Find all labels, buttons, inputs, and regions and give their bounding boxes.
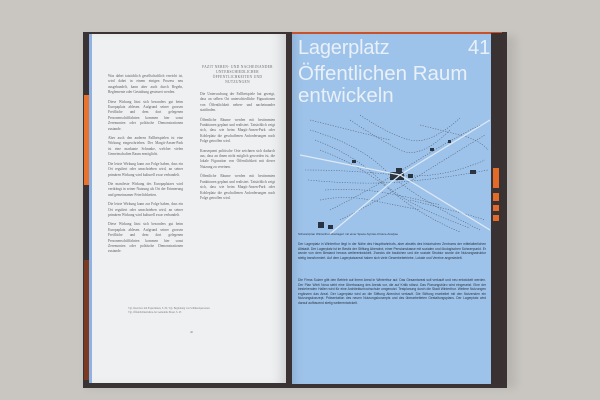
paragraph: Die letzte Wirkung kann zur Folge haben, dass ein Ort reguliert oder umschrieben wird, an seiner primären Wirkung wird kulturell zwar verhandelt. bbox=[108, 161, 183, 177]
intro-paragraph: Der Lagerplatz in Winterthur liegt in der Nähe des Hauptbahnhofs, aber abseits des historischen Zentrums der mittelalterlichen Altstadt. Der Lagerplatz ist im Besitz der Stiftung Abendrot, einer Pensionskasse mit sozialen und ökologischen Schwerpunkt. Er wurde von dem Bestand heraus weiterentwickelt. Zwecks die baulichen und die soziale Struktur wurde die Nutzungsstruktur stetig transformiert. Auf dem Lagerplatzareal haben sich viele Gewerbebetriebe, Lokale und Vereine angesiedelt. bbox=[298, 242, 486, 260]
map-caption: Schwarzplan Winterthur überlagert mit einer Space-Syntax-Choice-Analyse bbox=[298, 232, 399, 236]
paragraph: Die manifeste Wirkung des Europaplatzes wird verdrängt in seiner Nutzung als Ort der Erinnerung und gemeinsamer Feierlichkeiten. bbox=[108, 181, 183, 197]
paragraph: Aber auch den anderen Fallbeispielen ist eine Wirkung eingeschrieben. Der Margit-Ansen-Park ist eine markante Schranke, welcher vielen Gemeinschaften Raum ermöglicht. bbox=[108, 136, 183, 157]
left-column-2 bbox=[200, 92, 275, 205]
left-page-number: 40 bbox=[190, 330, 193, 334]
paragraph: Öffentliche Räume werden mit bestimmten Funktionen geplant und realisiert. Tatsächlich zeigt sich, dass wie beim Margit-Ansen-Park oder Kohleplatz die geschaffenen Anforderungen nach Folge getroffen wird. bbox=[200, 117, 275, 144]
section-heading: FAZIT NEBEN- UND NACHEINANDER UNTERSCHIEDLICHER ÖFFENTLICHKEITEN UND NUTZUNGEN bbox=[202, 65, 273, 84]
chapter-title: Öffentlichen Raum entwickeln bbox=[298, 62, 468, 107]
footnote: Vgl. Öffentlichkeitsliste der Gemeinde Basel, S. 43 bbox=[128, 310, 182, 314]
paragraph: Diese Wirkung lässt sich besonders gut beim Europaplatz ablesen. Aufgrund seiner grossen Freifläche und dem dort gelegenen Personenschifffahrten kommen hier sonst Zeremonien oder politische Demonstrationen zustande. bbox=[108, 222, 183, 254]
paragraph: Was dabei tatsächlich gesellschaftlich erreicht ist, wird dabei in einem einigen Prozess neu ausgehandelt, kann aber auch durch Regeln, Reglemente oder Gestaltung gesteuert werden. bbox=[108, 74, 183, 95]
page-number: 41 bbox=[468, 37, 491, 59]
city-map-figure bbox=[300, 110, 490, 234]
chapter-kicker: Lagerplatz bbox=[298, 37, 390, 59]
paragraph: Öffentliche Räume werden mit bestimmten Funktionen geplant und realisiert. Tatsächlich zeigt sich, dass wie beim Margit-Ansen-Park oder Kohleplatz die geschaffenen Anforderungen nach Folge getroffen wird. bbox=[200, 174, 275, 200]
footnotes bbox=[128, 307, 228, 314]
paragraph: Die Untersuchung der Fallbeispiele hat gezeigt, dass an selben Ort unterschiedliche Figurationen von Öffentlichkeit neben- und nacheinander stattfinden. bbox=[200, 92, 275, 113]
paragraph: Die letzte Wirkung kann zur Folge haben, dass ein Ort reguliert oder umschrieben wird, an seiner primären Wirkung wird kulturell zwar verhandelt. bbox=[108, 202, 183, 217]
footnote: Vgl. Interview mit Expertinnen, S. 82; Vgl. Begleitung von Schlüsselpersonen. bbox=[128, 307, 211, 310]
right-page-edge bbox=[491, 33, 503, 384]
timeline-paragraph: Die Firma Sulzer gibt den Betrieb auf ihrem Areal in Winterthur auf. Das Gesamtareal soll verkauft und neu entwickelt werden. Der Plan Winti Nova sieht eine Überbauung des Areals vor, die auf Kritik stösst. Das Planungsbüro wird eingesetzt. Eine der bestehenden Hallen wird für eine Architekturhochschule umgenutzt. Testplanung durch die Stadt Winterthur. Weitere Nutzungen ergänzen das Areal. Der Lagerplatz wird an die Stiftung Abendrot verkauft. Die Stiftung erarbeitet mit den Nutzenden ein Nutzungskonzept. Präsentation des neuen Nutzungskonzepts und des überarbeiteten Gestaltungsplans. Der Lagerplatz wird darauf aufbauend stetig weiterentwickelt. bbox=[298, 278, 486, 305]
left-column-1 bbox=[108, 74, 183, 259]
paragraph: Konsequent politische Orte zeichnen sich dadurch aus, dass an ihnen nicht möglich geworden ist, die lokale Figuration von Öffentlichkeit mit dieser Nutzung zu vereinen. bbox=[200, 148, 275, 169]
book-top-edge bbox=[292, 32, 502, 34]
paragraph: Diese Wirkung lässt sich besonders gut beim Europaplatz ablesen. Aufgrund seiner grossen Freifläche und dem dort gelegenen Personenschifffahrten kommen hier sonst Zeremonien oder politische Demonstrationen zustande. bbox=[108, 99, 183, 131]
